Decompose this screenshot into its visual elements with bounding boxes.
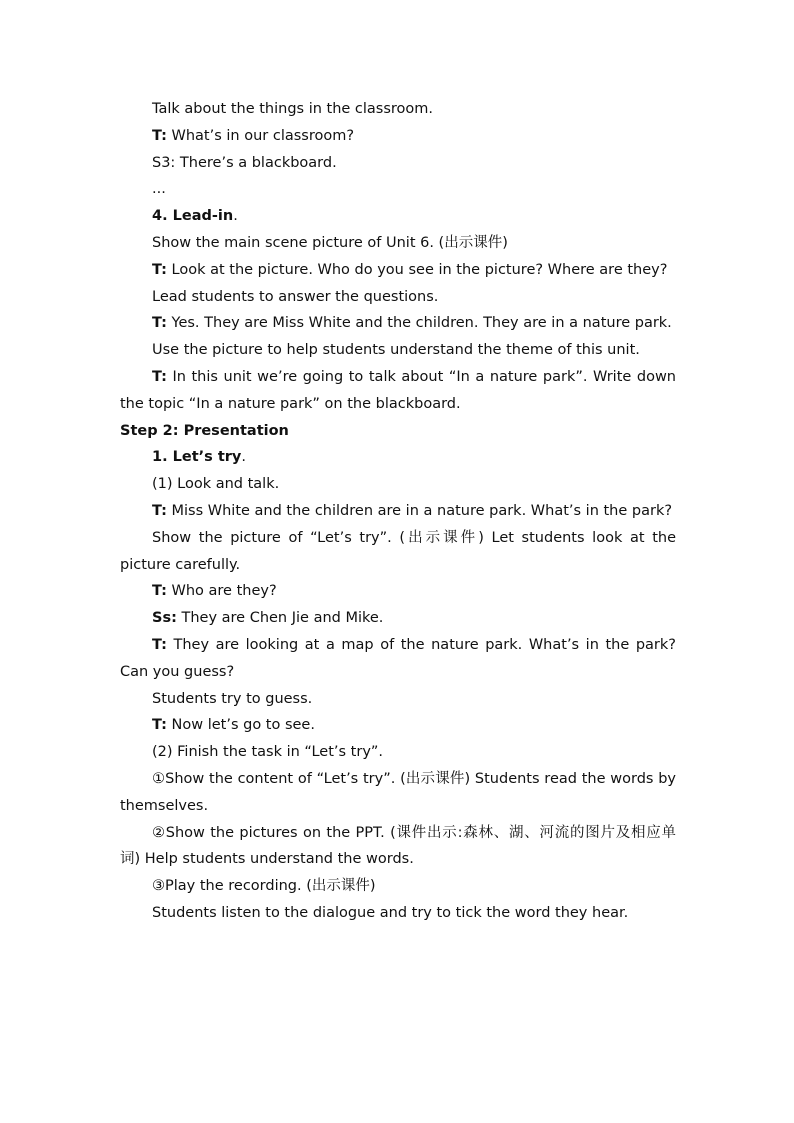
- paragraph: [120, 605, 676, 632]
- paragraph: [120, 123, 676, 150]
- paragraph-text: ①Show the content of “Let’s try”. (出示课件) Students read the words by themselves.: [120, 770, 676, 814]
- bold-label: T:: [152, 368, 167, 385]
- paragraph-text: .: [233, 208, 238, 225]
- bold-label: T:: [152, 502, 167, 519]
- paragraph-text: Students try to guess.: [152, 690, 313, 707]
- paragraph-text: (2) Finish the task in “Let’s try”.: [152, 744, 384, 761]
- paragraph: [120, 873, 676, 900]
- lesson-plan-body: [120, 96, 676, 927]
- paragraph-text: What’s in our classroom?: [166, 127, 355, 144]
- paragraph: [120, 686, 676, 713]
- paragraph-text: .: [241, 449, 246, 466]
- paragraph-text: They are Chen Jie and Mike.: [176, 610, 384, 627]
- bold-label: T:: [152, 127, 167, 144]
- paragraph-text: (1) Look and talk.: [152, 476, 280, 493]
- paragraph-text: Lead students to answer the questions.: [152, 288, 439, 305]
- paragraph: [120, 766, 676, 820]
- paragraph-text: Now let’s go to see.: [166, 717, 315, 734]
- paragraph-text: In this unit we’re going to talk about “In a nature park”. Write down the topic “In a nature park” on the blackboard.: [120, 368, 676, 412]
- paragraph-text: Yes. They are Miss White and the children. They are in a nature park.: [166, 315, 672, 332]
- paragraph: [120, 310, 676, 337]
- bold-label: T:: [152, 261, 167, 278]
- paragraph: [120, 337, 676, 364]
- bold-label: T:: [152, 717, 167, 734]
- paragraph: [120, 498, 676, 525]
- paragraph-text: Students listen to the dialogue and try to tick the word they hear.: [152, 904, 629, 921]
- paragraph-text: S3: There’s a blackboard.: [152, 154, 337, 171]
- bold-label: T:: [152, 583, 167, 600]
- paragraph: [120, 284, 676, 311]
- paragraph: [120, 820, 676, 874]
- bold-label: Ss:: [152, 610, 177, 627]
- paragraph-text: Use the picture to help students understand the theme of this unit.: [152, 342, 640, 359]
- paragraph-text: ③Play the recording. (出示课件): [152, 878, 376, 895]
- paragraph: [120, 444, 676, 471]
- paragraph-text: Talk about the things in the classroom.: [152, 101, 434, 117]
- bold-label: 1. Let’s try: [152, 449, 242, 466]
- paragraph-text: Show the main scene picture of Unit 6. (出示课件): [152, 234, 508, 251]
- paragraph: [120, 364, 676, 418]
- paragraph-text: Look at the picture. Who do you see in the picture? Where are they?: [166, 261, 668, 278]
- bold-label: T:: [152, 636, 167, 653]
- paragraph: [120, 230, 676, 257]
- paragraph: [120, 176, 676, 203]
- paragraph-text: Who are they?: [166, 583, 277, 600]
- paragraph-text: Miss White and the children are in a nature park. What’s in the park?: [166, 502, 673, 519]
- paragraph: [120, 150, 676, 177]
- paragraph: [120, 632, 676, 686]
- paragraph: [120, 712, 676, 739]
- bold-label: T:: [152, 315, 167, 332]
- paragraph: [120, 578, 676, 605]
- paragraph-text: They are looking at a map of the nature park. What’s in the park? Can you guess?: [120, 636, 676, 680]
- paragraph: [120, 525, 676, 579]
- paragraph: [120, 203, 676, 230]
- paragraph: [120, 96, 676, 123]
- paragraph-text: ②Show the pictures on the PPT. (课件出示:森林、湖、河流的图片及相应单词) Help students understand the words.: [120, 824, 676, 868]
- paragraph-text: Show the picture of “Let’s try”. (出示课件) Let students look at the picture carefully.: [120, 529, 676, 573]
- paragraph: [120, 471, 676, 498]
- paragraph-text: ...: [152, 181, 166, 198]
- paragraph: [120, 900, 676, 927]
- bold-label: Step 2: Presentation: [120, 422, 289, 439]
- paragraph: [120, 739, 676, 766]
- paragraph: [120, 418, 676, 445]
- paragraph: [120, 257, 676, 284]
- bold-label: 4. Lead-in: [152, 208, 234, 225]
